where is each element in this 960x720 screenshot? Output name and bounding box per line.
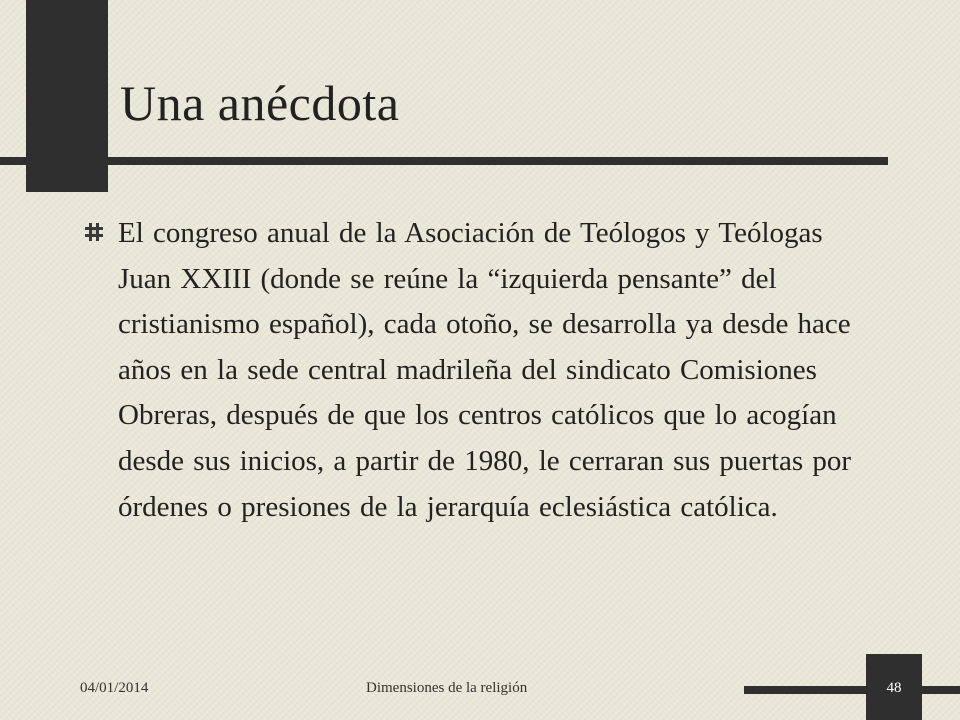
footer-title: Dimensiones de la religión <box>366 680 528 696</box>
bullet-text: El congreso anual de la Asociación de Teólogos y Teólogas Juan XXIII (donde se reúne la “izquierda pensante” del cristianismo español), cada otoño, se desarrolla ya desde hace años en la sede central madrileña del sindicato Comisiones Obreras, después de que los centros católicos que lo acogían desde sus inicios, a partir de 1980, le cerraran sus puertas por órdenes o presiones de la jerarquía eclesiástica católica. <box>118 217 852 523</box>
title-underline-rule <box>0 157 888 165</box>
hash-bullet-icon <box>84 222 104 242</box>
footer-rule <box>744 686 960 694</box>
footer-date: 04/01/2014 <box>80 680 149 696</box>
page-number: 48 <box>886 680 902 696</box>
slide-title: Una anécdota <box>120 75 400 131</box>
